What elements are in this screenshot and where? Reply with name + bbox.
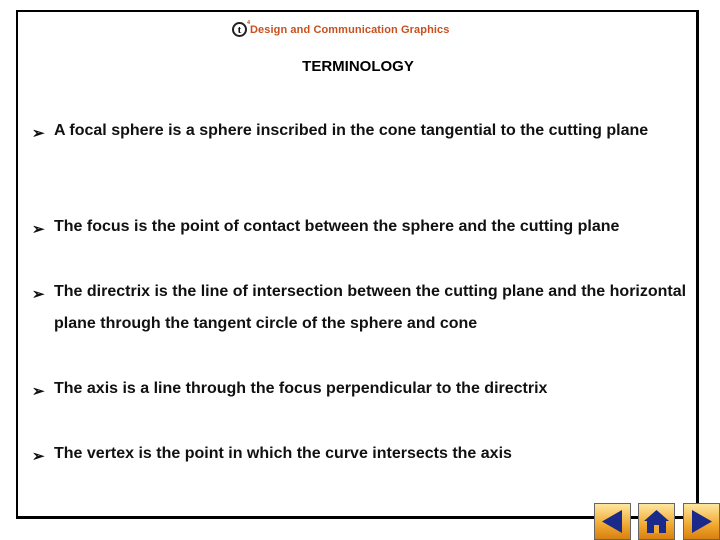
bullet-arrow-icon: ➢ bbox=[32, 383, 45, 400]
bullet-item-axis: ➢ The axis is a line through the focus perpendicular to the directrix bbox=[32, 380, 548, 400]
bullet-item-vertex: ➢ The vertex is the point in which the curve intersects the axis bbox=[32, 445, 512, 465]
bullet-arrow-icon: ➢ bbox=[32, 221, 45, 238]
slide-title: TERMINOLOGY bbox=[302, 58, 414, 75]
bullet-arrow-icon: ➢ bbox=[32, 448, 45, 465]
back-arrow-icon bbox=[595, 504, 630, 539]
bullet-item-focal-sphere: ➢ A focal sphere is a sphere inscribed in the cone tangential to the cutting plane bbox=[32, 122, 649, 142]
forward-arrow-icon bbox=[684, 504, 719, 539]
bullet-arrow-icon: ➢ bbox=[32, 125, 45, 142]
back-button[interactable] bbox=[594, 503, 631, 540]
brand-title: Design and Communication Graphics bbox=[250, 23, 450, 36]
brand-logo-icon: t $^4$ bbox=[232, 22, 247, 37]
bullet-item-directrix: ➢ The directrix is the line of intersection between the cutting plane and the horizontal plane through the tangent circle of the sphere and cone bbox=[32, 283, 687, 332]
home-button[interactable] bbox=[638, 503, 675, 540]
forward-button[interactable] bbox=[683, 503, 720, 540]
bullet-item-focus: ➢ The focus is the point of contact between the sphere and the cutting plane bbox=[32, 218, 620, 238]
brand-header bbox=[232, 22, 450, 37]
home-icon bbox=[639, 504, 674, 539]
bullet-arrow-icon: ➢ bbox=[32, 286, 45, 303]
